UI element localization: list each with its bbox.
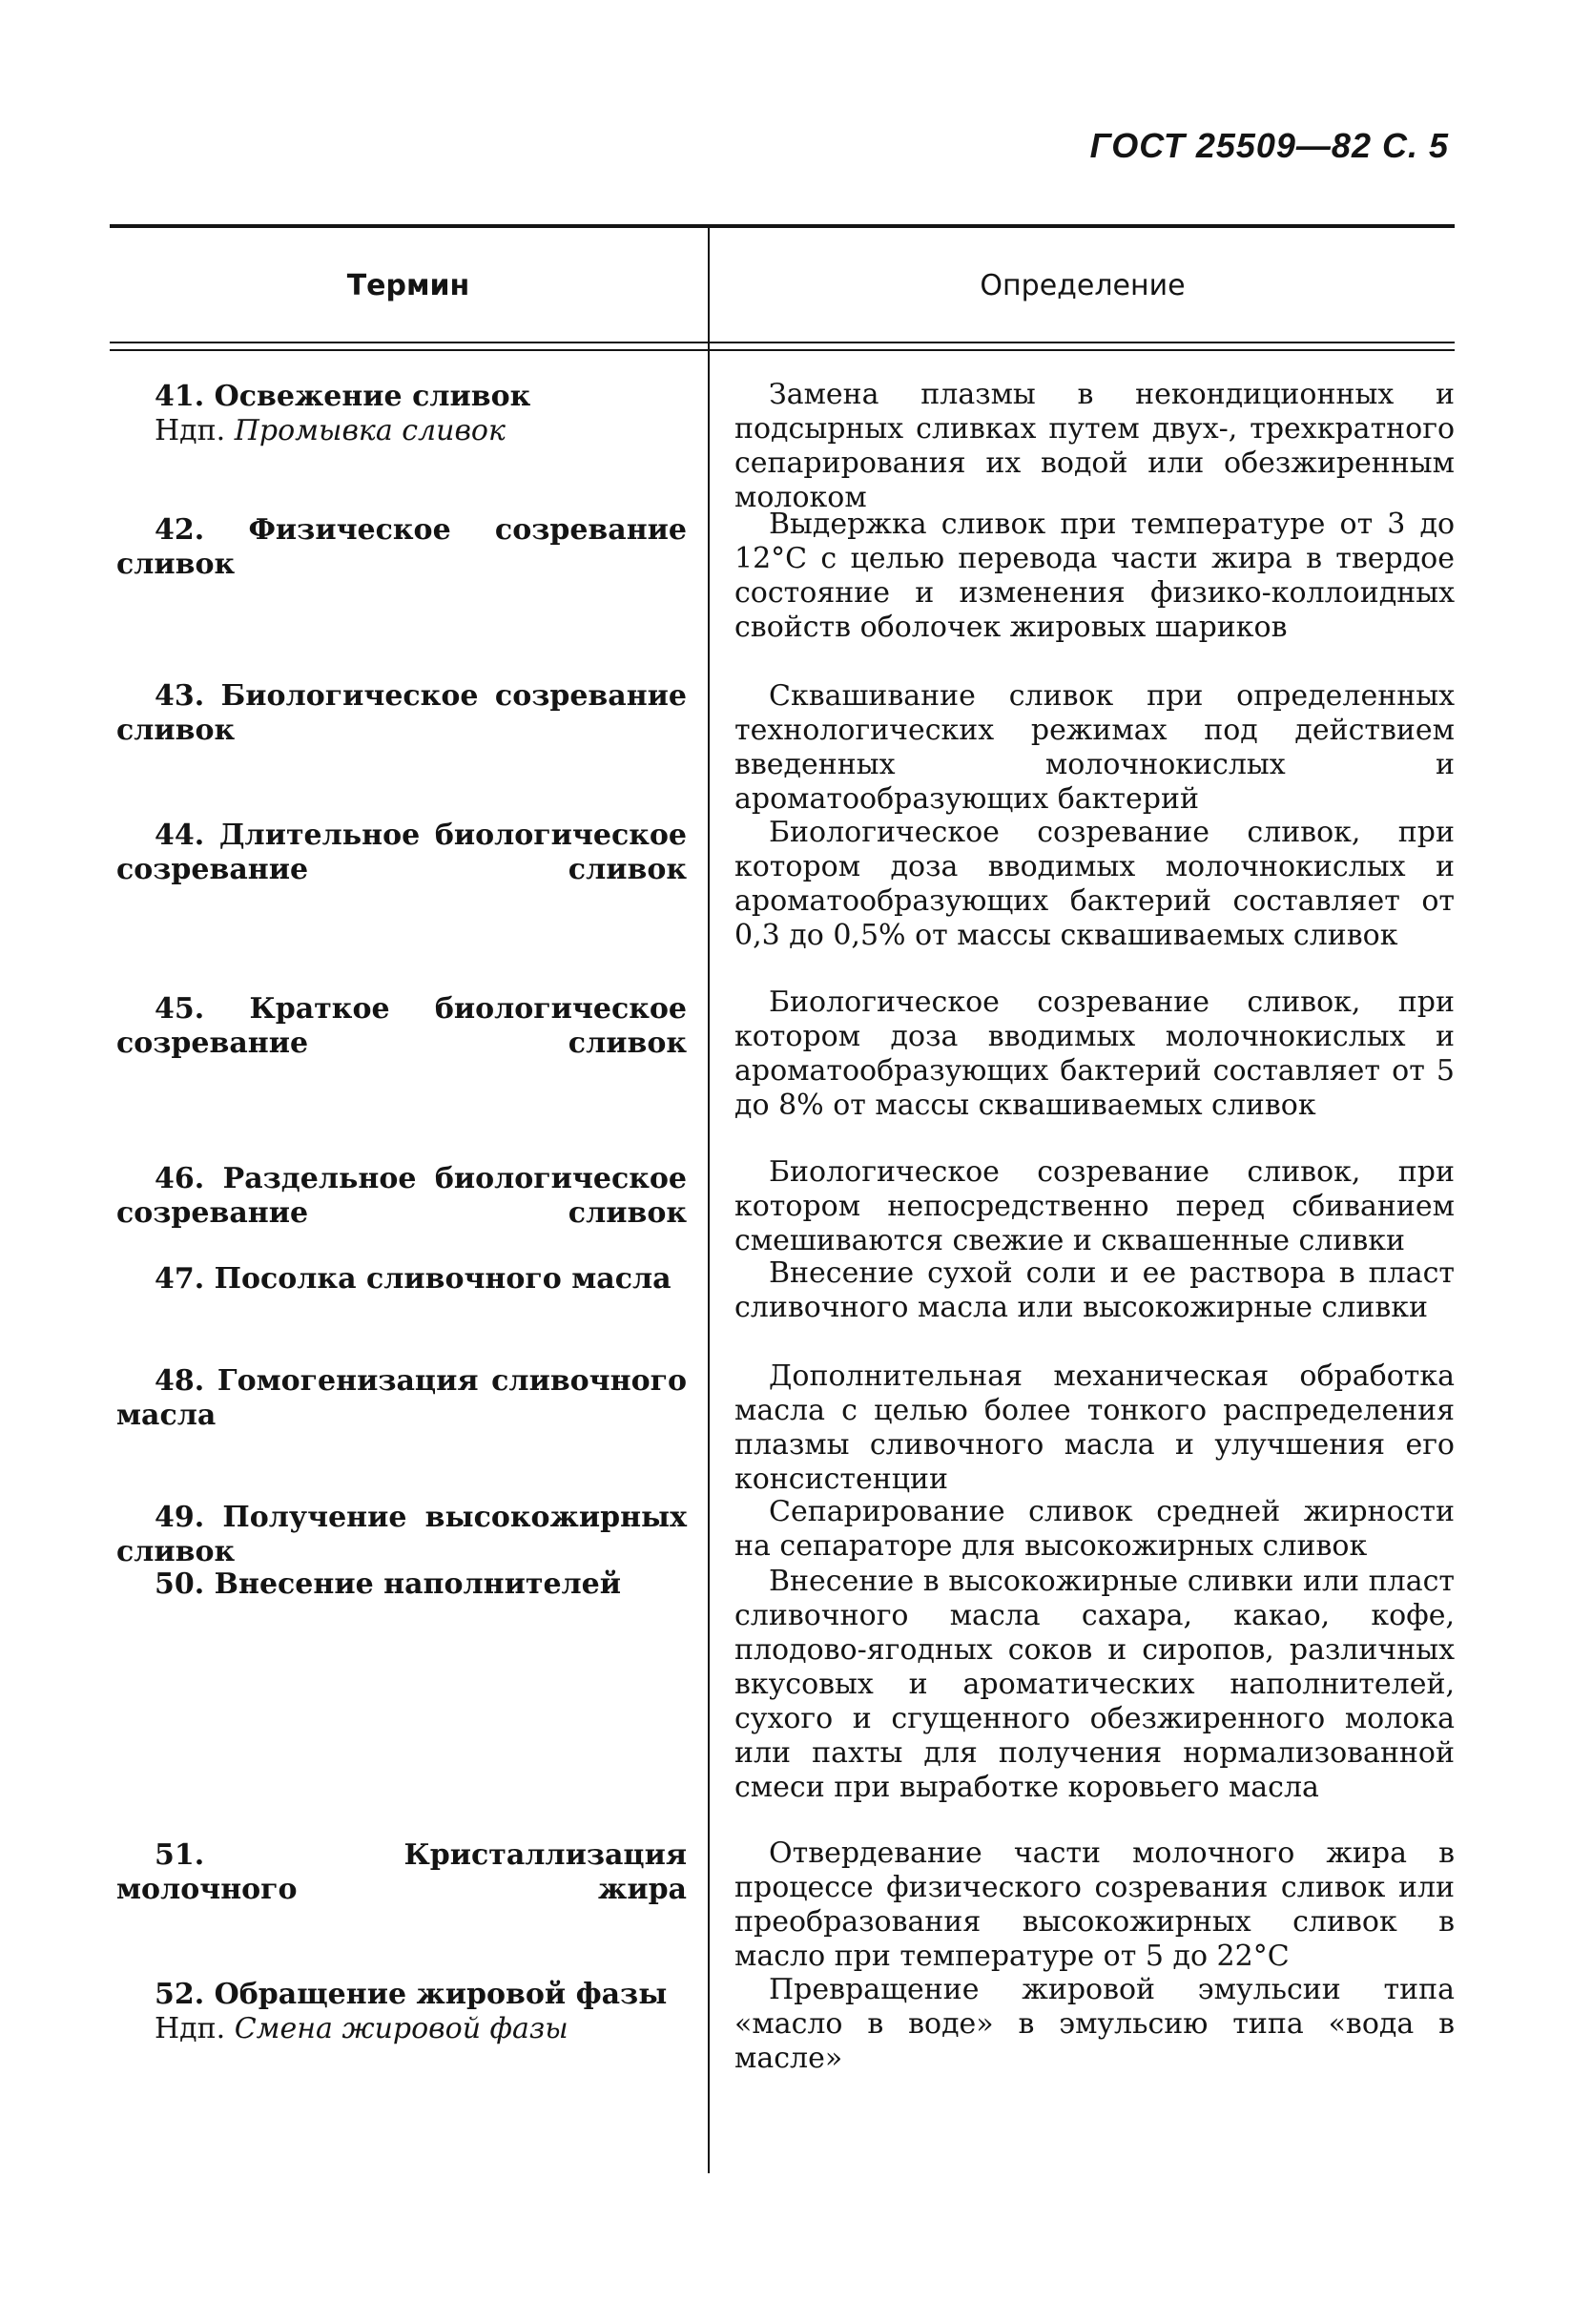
definition-52: Превращение жировой эмульсии типа «масло в воде» в эмульсию типа «вода в масле» xyxy=(734,1973,1455,2075)
definition-51: Отвердевание части молочного жира в процессе физического созревания сливок или преобразования высокожирных сливок в масло при температуре от 5 до 22°С xyxy=(734,1836,1455,1973)
term-46: 46. Раздельное биологическое созревание сливок xyxy=(116,1162,687,1230)
term-text: 41. Освежение сливок xyxy=(155,380,531,413)
ndp-line xyxy=(116,414,687,448)
definition-48: Дополнительная механическая обработка масла с целью более тонкого распределения плазмы сливочного масла и улучшения его консистенции xyxy=(734,1359,1455,1496)
definition-47: Внесение сухой соли и ее раствора в пласт сливочного масла или высокожирные сливки xyxy=(734,1256,1455,1324)
document-reference: ГОСТ 25509—82 С. 5 xyxy=(1089,126,1449,165)
term-50: 50. Внесение наполнителей xyxy=(155,1567,622,1601)
column-header-definition: Определение xyxy=(980,269,1186,302)
ndp-term: Промывка сливок xyxy=(234,414,506,447)
term-51: 51. Кристаллизация молочного жира xyxy=(116,1838,687,1906)
definition-44: Биологическое созревание сливок, при котором доза вводимых молочнокислых и ароматообразующих бактерий составляет от 0,3 до 0,5% от массы сквашиваемых сливок xyxy=(734,816,1455,952)
table-top-rule xyxy=(110,224,1455,228)
term-text: 52. Обращение жировой фазы xyxy=(155,1978,668,2011)
column-separator xyxy=(708,227,710,2173)
term-52 xyxy=(116,1978,687,2046)
term-47: 47. Посолка сливочного масла xyxy=(155,1262,672,1296)
definition-50: Внесение в высокожирные сливки или пласт сливочного масла сахара, какао, кофе, плодово-ягодных соков и сиропов, различных вкусовых и ароматических наполнителей, сухого и сгущенного обезжиренного молока или пахты для получения нормализованной смеси при выработке коровьего масла xyxy=(734,1565,1455,1804)
definition-49: Сепарирование сливок средней жирности на сепараторе для высокожирных сливок xyxy=(734,1495,1455,1563)
term-49: 49. Получение высокожирных сливок xyxy=(116,1501,687,1568)
ndp-label: Ндп. xyxy=(155,414,226,447)
definition-45: Биологическое созревание сливок, при котором доза вводимых молочнокислых и ароматообразующих бактерий составляет от 5 до 8% от массы сквашиваемых сливок xyxy=(734,986,1455,1122)
term-44: 44. Длительное биологическое созревание сливок xyxy=(116,819,687,886)
term-43: 43. Биологическое созревание сливок xyxy=(116,679,687,747)
column-header-term: Термин xyxy=(346,269,470,302)
ndp-line xyxy=(116,2012,687,2046)
definition-43: Сквашивание сливок при определенных технологических режимах под действием введенных молочнокислых и ароматообразующих бактерий xyxy=(734,679,1455,816)
ndp-label: Ндп. xyxy=(155,2012,226,2045)
term-45: 45. Краткое биологическое созревание сливок xyxy=(116,992,687,1060)
term-48: 48. Гомогенизация сливочного масла xyxy=(116,1364,687,1432)
definition-41: Замена плазмы в некондиционных и подсырных сливках путем двух-, трехкратного сепарирования их водой или обезжиренным молоком xyxy=(734,378,1455,514)
table-header-rule xyxy=(110,342,1455,351)
term-41 xyxy=(116,380,687,448)
term-42: 42. Физическое созревание сливок xyxy=(116,513,687,581)
ndp-term: Смена жировой фазы xyxy=(234,2012,568,2045)
definition-46: Биологическое созревание сливок, при котором непосредственно перед сбиванием смешиваются свежие и сквашенные сливки xyxy=(734,1155,1455,1257)
definition-42: Выдержка сливок при температуре от 3 до 12°С с целью перевода части жира в твердое состояние и изменения физико-коллоидных свойств оболочек жировых шариков xyxy=(734,508,1455,644)
